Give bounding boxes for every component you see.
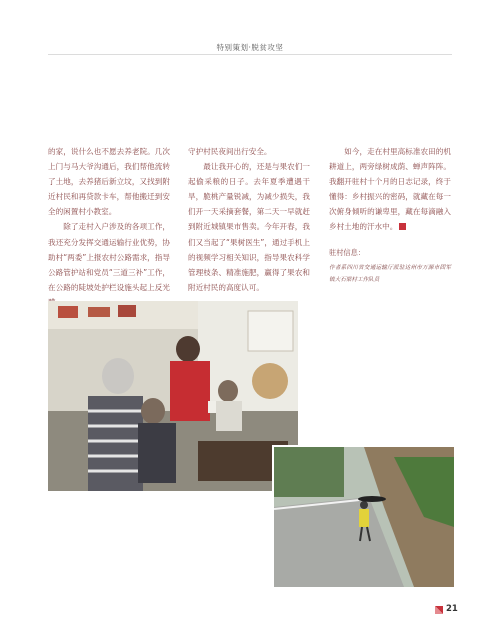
paragraph: 如今，走在村里高标准农田的机耕道上，两旁绿树成荫、蝉声阵阵。我翻开驻村十个月的日志记录，终于懂得：乡村振兴的密码，就藏在每一次俯身倾听的谦卑里，藏在每滴融入乡村土地的汗水中。 — [329, 147, 451, 232]
paragraph: 除了走村入户涉及的各项工作，我还充分发挥交通运输行业优势，协助村“两委”上报农村公路需求，指导公路管护站和党员“三道三补”工作，在公路的陡坡处护栏设施头起上反光 — [48, 222, 170, 292]
article-column-2 — [188, 144, 310, 295]
page-number: 21 — [446, 604, 458, 614]
paragraph: 的家，说什么也不愿去养老院。几次上门与马大爷沟通后，我们帮他流转了土地，去养猪后新立坟，又找到附近村民和再贷款卡车，帮他搬迁到安全的闲置村小教室。 — [48, 147, 170, 217]
page-corner-mark-icon — [435, 606, 443, 614]
village-meeting-illustration — [48, 301, 298, 491]
author-info-label: 驻村信息： — [329, 247, 365, 257]
article-column-3 — [329, 144, 451, 286]
header-divider — [48, 54, 452, 55]
road-inspection-photo — [272, 445, 456, 589]
article-column-1 — [48, 144, 170, 310]
author-info-text: 作者系四川省交通运输厅派驻达州市万源市固军镇大石梁村工作队员 — [329, 264, 451, 283]
article-end-mark-icon — [399, 223, 406, 230]
paragraph: 最让我开心的，还是与果农们一起偷采粮的日子。去年夏季遭遇干旱，脆桃产量锐减，为减少损失，我们开一天采摘套餐，第二天一早就赶到附近城镇果市售卖。今年开春，我们又当起了“果树医生”，通过手机上的视频学习相关知识，指导果农科学管理枝条、精准施肥，赢得了果农和附近村民的高度认可。 — [188, 162, 310, 292]
paragraph: 守护村民夜间出行安全。 — [188, 147, 272, 156]
road-inspection-illustration — [274, 447, 454, 587]
village-meeting-photo — [48, 301, 298, 491]
header-title: 特别策划·脱贫攻坚 — [216, 43, 284, 52]
